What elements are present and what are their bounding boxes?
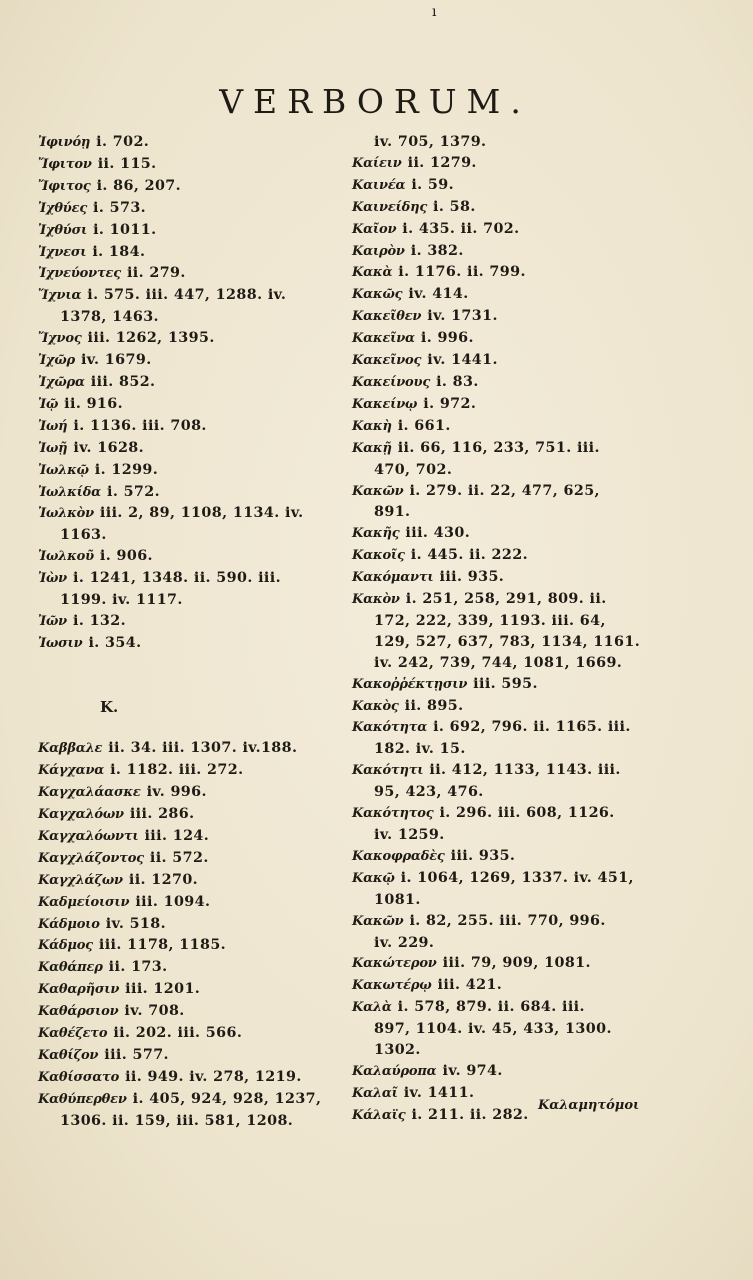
headword: Κακωτέρῳ	[352, 978, 432, 994]
headword: Καλὰ	[352, 1000, 392, 1016]
references: i. 382.	[410, 242, 464, 259]
references: i. 279. ii. 22, 477, 625,	[409, 482, 600, 499]
references: i. 575. iii. 447, 1288. iv.	[87, 287, 287, 304]
index-entry	[38, 826, 338, 848]
references: iii. 1094.	[135, 893, 211, 910]
headword: Καινείδης	[352, 199, 428, 215]
references-continued: 182. iv. 15.	[374, 741, 466, 758]
headword: Καδμείοισιν	[38, 894, 130, 910]
references: iv. 1628.	[73, 439, 145, 456]
index-entry	[352, 284, 664, 306]
index-entry	[38, 242, 338, 264]
index-entry	[38, 979, 338, 1001]
references: i. 132.	[72, 612, 126, 629]
index-entry	[38, 1067, 338, 1089]
index-entry	[38, 870, 338, 892]
references: i. 996.	[420, 330, 474, 347]
index-entry	[38, 263, 338, 285]
headword: Καῖον	[352, 221, 397, 237]
references: iv. 708.	[124, 1003, 185, 1020]
headword: Ἰωλκῷ	[38, 462, 89, 478]
references: i. 405, 924, 928, 1237,	[132, 1090, 322, 1107]
headword: Καγχλάζοντος	[38, 850, 144, 866]
headword: Ἰχνεσι	[38, 244, 87, 260]
references: i. 435. ii. 702.	[402, 220, 520, 237]
headword: Κακῆς	[352, 526, 400, 542]
references: i. 83.	[436, 373, 479, 390]
index-entry	[38, 460, 338, 482]
headword: Κακοῖς	[352, 548, 405, 564]
index-entry	[352, 674, 664, 696]
references: iv. 974.	[442, 1062, 503, 1079]
index-entry	[352, 567, 664, 589]
references-continued: 470, 702.	[374, 461, 453, 478]
references: i. 578, 879. ii. 684. iii.	[397, 999, 585, 1016]
headword: Κακώτερον	[352, 956, 437, 972]
references: iii. 577.	[104, 1047, 169, 1064]
headword: Καγχλάζων	[38, 872, 123, 888]
index-entry	[38, 568, 338, 590]
headword: Καθέζετο	[38, 1026, 108, 1042]
references: ii. 66, 116, 233, 751. iii.	[397, 439, 600, 456]
headword: Κακείνους	[352, 374, 431, 390]
references: iv. 1441.	[427, 352, 498, 369]
references-continued: iv. 242, 739, 744, 1081, 1669.	[374, 654, 623, 671]
references-continued: 1302.	[374, 1042, 421, 1059]
references: iii. 1178, 1185.	[98, 937, 227, 954]
index-entry	[352, 372, 664, 394]
headword: Κακότητος	[352, 806, 434, 822]
index-entry	[38, 350, 338, 372]
references: i. 1241, 1348. ii. 590. iii.	[72, 570, 281, 587]
index-entry	[352, 911, 664, 933]
references-continued: 891.	[374, 504, 411, 521]
spacer	[38, 655, 338, 676]
references: ii. 916.	[64, 395, 123, 412]
references: i. 572.	[106, 483, 160, 500]
headword: Ἴφιτον	[38, 156, 92, 172]
references: ii. 572.	[149, 849, 209, 866]
references: ii. 173.	[108, 959, 168, 976]
index-entry	[352, 523, 664, 545]
index-entry	[352, 197, 664, 219]
headword: Κακείνῳ	[352, 396, 418, 412]
headword: Κακεῖνα	[352, 331, 415, 347]
references-continued: 1163.	[60, 527, 107, 544]
references: i. 445. ii. 222.	[410, 547, 528, 564]
references-continued: 1378, 1463.	[60, 309, 159, 326]
references: iii. 2, 89, 1108, 1134. iv.	[99, 505, 304, 522]
references: i. 59.	[411, 176, 454, 193]
index-entry	[38, 176, 338, 198]
index-entry	[38, 416, 338, 438]
index-entry	[352, 589, 664, 611]
headword: Ἴχνια	[38, 288, 82, 304]
headword: Κακότητι	[352, 763, 424, 779]
headword: Κακὸς	[352, 698, 399, 714]
headword: Καγχαλόωντι	[38, 828, 139, 844]
index-entry	[38, 957, 338, 979]
headword: Ἰωλκίδα	[38, 484, 101, 500]
references-continued: iv. 1259.	[374, 827, 445, 843]
index-entry	[352, 868, 664, 890]
headword: Κάλαϊς	[352, 1107, 406, 1123]
headword: Κακοφραδὲς	[352, 848, 445, 864]
references: iv. 1679.	[80, 352, 152, 369]
spacer	[38, 717, 338, 738]
references: iii. 1262, 1395.	[87, 330, 215, 347]
references: iv. 1731.	[427, 308, 498, 325]
headword: Ἰωσιν	[38, 635, 83, 651]
references: iv. 1411.	[403, 1084, 475, 1101]
index-entry	[38, 914, 338, 936]
headword: Κακὴ	[352, 418, 392, 434]
index-entry	[38, 438, 338, 460]
headword: Καθύπερθεν	[38, 1091, 127, 1107]
references: i. 1064, 1269, 1337. iv. 451,	[400, 869, 634, 886]
references: iii. 79, 909, 1081.	[442, 955, 591, 972]
headword: Κακῶν	[352, 483, 404, 499]
index-entry	[352, 975, 664, 997]
index-entry	[38, 132, 338, 154]
index-entry	[352, 394, 664, 416]
right-column	[352, 132, 664, 1127]
index-entry	[38, 220, 338, 242]
index-entry	[352, 219, 664, 241]
headword: Καλαῖ	[352, 1085, 398, 1101]
headword: Κάδμος	[38, 938, 93, 954]
index-entry	[352, 1061, 664, 1083]
headword: Ἰχθύσι	[38, 222, 88, 238]
headword: Κακὸν	[352, 592, 400, 608]
references-continued: 1306. ii. 159, iii. 581, 1208.	[60, 1112, 294, 1129]
headword: Καγχαλόων	[38, 807, 124, 823]
references: iii. 430.	[405, 525, 471, 542]
index-entry	[38, 892, 338, 914]
references: i. 972.	[423, 395, 477, 412]
references: i. 661.	[397, 417, 451, 434]
references-continued: 95, 423, 476.	[374, 784, 484, 801]
references: i. 573.	[93, 199, 147, 216]
headword: Καλαύροπα	[352, 1063, 437, 1079]
headword: Καγχαλάασκε	[38, 785, 141, 801]
headword: Ἰφινόῃ	[38, 135, 91, 150]
index-entry	[352, 846, 664, 868]
section-letter: K.	[100, 697, 119, 716]
references: iv. 996.	[146, 784, 207, 801]
references-continued: iv. 229.	[374, 934, 435, 951]
headword: Κακεῖνος	[352, 353, 422, 369]
references: ii. 895.	[404, 697, 464, 714]
index-entry	[352, 241, 664, 263]
references: iii. 935.	[450, 847, 516, 864]
headword: Καθίσσατο	[38, 1069, 120, 1085]
index-entry	[352, 350, 664, 372]
headword: Κακόμαντι	[352, 570, 434, 586]
headword: Κακῇ	[352, 440, 392, 456]
index-entry	[352, 328, 664, 350]
references: i. 1011.	[93, 221, 157, 238]
index-entry	[352, 717, 664, 739]
index-entry	[352, 175, 664, 197]
headword: Κάγχανα	[38, 763, 105, 779]
headword: Καθάπερ	[38, 960, 103, 976]
headword: Κακότητα	[352, 720, 428, 736]
references-continued: 1081.	[374, 891, 421, 908]
index-entry	[352, 153, 664, 175]
headword: Καιρὸν	[352, 243, 405, 259]
headword: Ἰχῶρα	[38, 374, 85, 390]
index-entry	[38, 198, 338, 220]
references: i. 1299.	[94, 461, 159, 478]
references: iii. 421.	[437, 977, 503, 994]
index-entry	[38, 782, 338, 804]
index-entry	[38, 328, 338, 350]
references: ii. 1279.	[407, 154, 477, 171]
headword: Κακῶς	[352, 287, 403, 303]
index-entry	[38, 482, 338, 504]
headword: Καθαρῆσιν	[38, 982, 120, 998]
references: ii. 1270.	[128, 871, 199, 888]
left-column	[38, 132, 338, 1132]
references: iv. 518.	[105, 915, 167, 932]
index-entry	[38, 546, 338, 568]
references: ii. 115.	[97, 155, 157, 172]
references: ii. 202. iii. 566.	[113, 1025, 243, 1042]
index-entry	[38, 633, 338, 655]
index-entry	[38, 1089, 338, 1111]
references: iv. 414.	[408, 286, 469, 303]
headword: Κάδμοιο	[38, 916, 100, 932]
spacer	[38, 676, 338, 697]
references: i. 296. iii. 608, 1126.	[439, 805, 615, 822]
references: i. 211. ii. 282.	[411, 1106, 529, 1123]
references: i. 354.	[88, 634, 142, 651]
page-mark: ı	[432, 4, 437, 20]
index-entry	[38, 503, 338, 525]
references-continued: 172, 222, 339, 1193. iii. 64,	[374, 612, 606, 629]
headword: Κακοῤῥέκτῃσιν	[352, 676, 468, 692]
references: ii. 34. iii. 1307. iv.188.	[108, 740, 298, 757]
references: i. 702.	[96, 134, 150, 150]
references: i. 906.	[99, 548, 153, 565]
references-continued: 1199. iv. 1117.	[60, 592, 183, 609]
index-entry	[38, 848, 338, 870]
index-entry	[38, 1045, 338, 1067]
headword: Ἰωῇ	[38, 440, 68, 456]
references: i. 184.	[92, 243, 146, 260]
index-entry	[38, 394, 338, 416]
index-entry	[38, 154, 338, 176]
index-entry	[352, 481, 664, 503]
references: i. 1176. ii. 799.	[398, 264, 526, 281]
references: iii. 1201.	[125, 981, 201, 998]
references: i. 692, 796. ii. 1165. iii.	[433, 719, 631, 736]
headword: Ἰῶν	[38, 613, 67, 629]
headword: Ἴχνος	[38, 331, 82, 347]
index-entry	[352, 997, 664, 1019]
references: i. 86, 207.	[96, 177, 182, 194]
headword: Ἰωή	[38, 418, 68, 434]
references: ii. 412, 1133, 1143. iii.	[429, 762, 621, 779]
references-continued: 897, 1104. iv. 45, 433, 1300.	[374, 1021, 612, 1038]
references: iii. 124.	[144, 827, 210, 844]
index-entry	[352, 760, 664, 782]
headword: Ἰωλκὸν	[38, 506, 94, 522]
headword: Καθίζον	[38, 1048, 99, 1064]
index-entry	[38, 611, 338, 633]
running-title: VERBORUM.	[219, 82, 531, 121]
index-entry	[38, 1023, 338, 1045]
references: ii. 279.	[126, 265, 186, 282]
headword: Ἴφιτος	[38, 178, 91, 194]
index-entry	[352, 696, 664, 718]
headword: Καίειν	[352, 155, 402, 171]
index-entry	[38, 285, 338, 307]
index-entry	[352, 803, 664, 825]
headword: Κακῶν	[352, 913, 404, 929]
references-continued: iv. 705, 1379.	[374, 134, 487, 150]
references: iii. 935.	[439, 569, 505, 586]
index-entry	[352, 262, 664, 284]
references: iii. 595.	[473, 675, 538, 692]
index-entry	[352, 416, 664, 438]
references-continued: 129, 527, 637, 783, 1134, 1161.	[374, 633, 641, 650]
references: i. 1182. iii. 272.	[110, 762, 244, 779]
headword: Καθάρσιον	[38, 1004, 119, 1020]
index-entry	[38, 738, 338, 760]
references: ii. 949. iv. 278, 1219.	[125, 1068, 302, 1085]
headword: Ἰῷ	[38, 396, 59, 412]
index-entry	[38, 804, 338, 826]
references: i. 82, 255. iii. 770, 996.	[409, 912, 606, 929]
index-entry	[352, 545, 664, 567]
headword: Κακεῖθεν	[352, 309, 422, 325]
headword: Καινέα	[352, 177, 406, 193]
index-entry	[352, 306, 664, 328]
index-entry	[38, 760, 338, 782]
index-entry	[38, 1001, 338, 1023]
catchword: Καλαμητόμοι	[538, 1098, 640, 1113]
headword: Ἰχθύες	[38, 200, 88, 216]
headword: Ἰωλκοῦ	[38, 549, 94, 565]
references: i. 251, 258, 291, 809. ii.	[405, 591, 607, 608]
references: iii. 852.	[90, 373, 156, 390]
index-entry	[38, 372, 338, 394]
headword: Ἰχῶρ	[38, 353, 75, 369]
references: i. 1136. iii. 708.	[73, 417, 207, 434]
references: i. 58.	[433, 198, 476, 215]
headword: Κακῷ	[352, 870, 395, 886]
index-entry	[38, 935, 338, 957]
headword: Ἰχνεύοντες	[38, 266, 121, 282]
index-entry	[352, 953, 664, 975]
index-entry	[352, 438, 664, 460]
references: iii. 286.	[129, 806, 195, 823]
headword: Κακὰ	[352, 265, 393, 281]
headword: Καββαλε	[38, 741, 103, 757]
headword: Ἰὼν	[38, 571, 67, 587]
